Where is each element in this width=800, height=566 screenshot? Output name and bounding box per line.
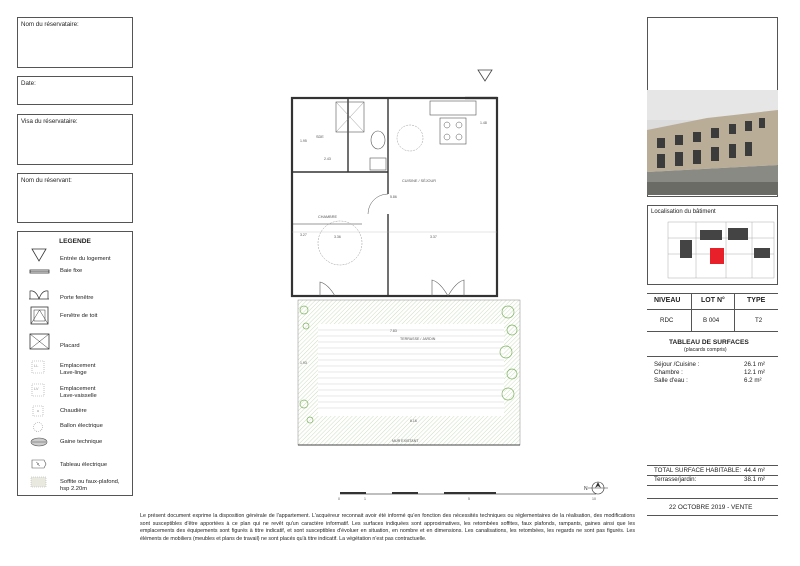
field-label: Visa du réservataire: [21,118,78,125]
wall-label: MUR EXISTANT [392,439,419,443]
location-title: Localisation du bâtiment [651,209,716,215]
room-label-sde: SDE [316,135,324,139]
svg-text:LV: LV [34,386,39,391]
lot-value: T2 [755,317,763,324]
reservant-name-field[interactable] [17,173,133,223]
legend-panel [17,231,133,496]
legend-label: Placard [60,343,80,349]
room-label-cuisine: CUISINE / SÉJOUR [402,179,436,183]
footer-date: 22 OCTOBRE 2019 - VENTE [669,504,753,511]
reservataire-visa-field[interactable] [17,114,133,165]
total-surface-label: TOTAL SURFACE HABITABLE: [654,467,742,474]
scale-bar [338,492,596,501]
surfaces-subtitle: (placards compris) [684,347,727,353]
building-render-image [647,90,778,195]
svg-text:10: 10 [592,497,596,501]
legend-label: Chaudière [60,408,87,414]
building-highlight [710,248,724,264]
svg-text:5: 5 [468,497,470,501]
legend-label: Fenêtre de toit [60,313,98,319]
cooktop [440,118,466,144]
turning-circle [397,125,423,151]
legend-label: Emplacement Lave-linge [60,363,96,377]
lot-value: RDC [660,317,674,324]
svg-text:LL: LL [34,363,39,368]
toilet [371,131,385,149]
legend-label: Gaine technique [60,439,103,445]
room-label-chambre: CHAMBRE [318,215,337,219]
reservataire-name-field[interactable] [17,17,133,68]
dimension-label: 3.37 [430,235,437,239]
false-ceiling-icon [28,475,50,495]
dimension-label: 2.43 [324,157,331,161]
surfaces-title: TABLEAU DE SURFACES [669,339,749,346]
surface-value: 26.1 m² [744,361,765,368]
lot-value: B 004 [703,317,720,324]
surface-value: 6.2 m² [744,377,762,384]
lot-header: NIVEAU [654,297,681,304]
closet-icon [28,332,50,352]
lot-header: TYPE [747,297,766,304]
french-window-icon [28,287,50,307]
legend-item [18,359,132,379]
dimension-label: 1.95 [300,139,307,143]
surface-label: Chambre : [654,369,683,376]
field-label: Nom du réservant: [21,177,72,184]
legend-item [18,475,132,495]
legend-item [18,287,132,307]
surface-value: 12.1 m² [744,369,765,376]
terrace-surface-label: Terrasse/jardin: [654,476,697,483]
washbasin [370,158,386,170]
legend-label: Soffite ou faux-plafond, hsp 2.20m [60,479,120,493]
kitchen-counter [430,101,476,115]
floor-plan [280,68,610,508]
legend-item [18,332,132,352]
legend-label: Entrée du logement [60,256,111,262]
dishwasher-icon [28,382,50,402]
date-field[interactable] [17,76,133,105]
svg-text:0: 0 [338,497,340,501]
entrance-triangle-icon [28,246,50,266]
legend-label: Tableau électrique [60,462,108,468]
entrance-marker-icon [478,70,492,81]
surface-label: Salle d'eau : [654,377,688,384]
legend-label: Baie fixe [60,268,83,274]
door-swing [368,194,388,214]
dimension-label: 6.16 [410,419,417,423]
dimension-label: 5.86 [390,195,397,199]
legend-item [18,382,132,402]
fixed-window-icon [28,264,50,284]
dimension-label: 3.36 [334,235,341,239]
terrace-surface-value: 38.1 m² [744,476,765,483]
north-arrow-icon [584,482,608,494]
location-panel [647,205,778,285]
field-label: Date: [21,80,36,87]
legend-item [18,305,132,325]
legend-item [18,264,132,284]
washing-machine-icon [28,359,50,379]
technical-duct-icon [28,435,50,455]
bedroom-window [320,282,335,296]
disclaimer-text: Le présent document exprime la disposition générale de l'appartement. L'acquéreur reconnait avoir été informé qu'en fonction des nécessités techniques ou réglementaires de la réalisation, des modifications sont susceptibles d'être apportées à ce plan qui ne revêt qu'un caractère informatif. Les surfaces indiquées sont approximatives, les retombées soffites, faux plafonds, rampants, gaines ainsi que les emplacements des équipements sont figurés à titre indicatif, et sont susceptibles d'évoluer en situation, en nombre et en dimensions. Les canalisations, les retombées, les regards ne sont pas figurés. Les éléments de mobiliers (meubles et plans de travail) ne sont placés qu'à titre indicatif. La végétation n'est pas contractuelle. [140,513,635,542]
terrace [298,300,520,445]
room-label-terrasse: TERRASSE / JARDIN [400,337,436,341]
legend-title: LEGENDE [59,238,91,245]
dimension-label: 7.83 [390,329,397,333]
field-label: Nom du réservataire: [21,21,79,28]
legend-label: Emplacement Lave-vaisselle [60,386,97,400]
roof-window-icon [28,305,50,327]
legend-label: Ballon électrique [60,423,103,429]
dimension-label: 1.93 [300,361,307,365]
legend-item [18,435,132,455]
dimension-label: 3.27 [300,233,307,237]
surface-label: Séjour /Cuisine : [654,361,700,368]
dimension-label: 1.48 [480,121,487,125]
bedroom-turning-circle [318,221,362,265]
svg-text:N: N [584,486,588,492]
svg-text:1: 1 [364,497,366,501]
legend-item [18,246,132,266]
french-window [432,280,464,296]
lot-header: LOT N° [701,297,725,304]
legend-label: Porte fenêtre [60,295,94,301]
total-surface-value: 44.4 m² [744,467,765,474]
location-map [666,218,776,282]
